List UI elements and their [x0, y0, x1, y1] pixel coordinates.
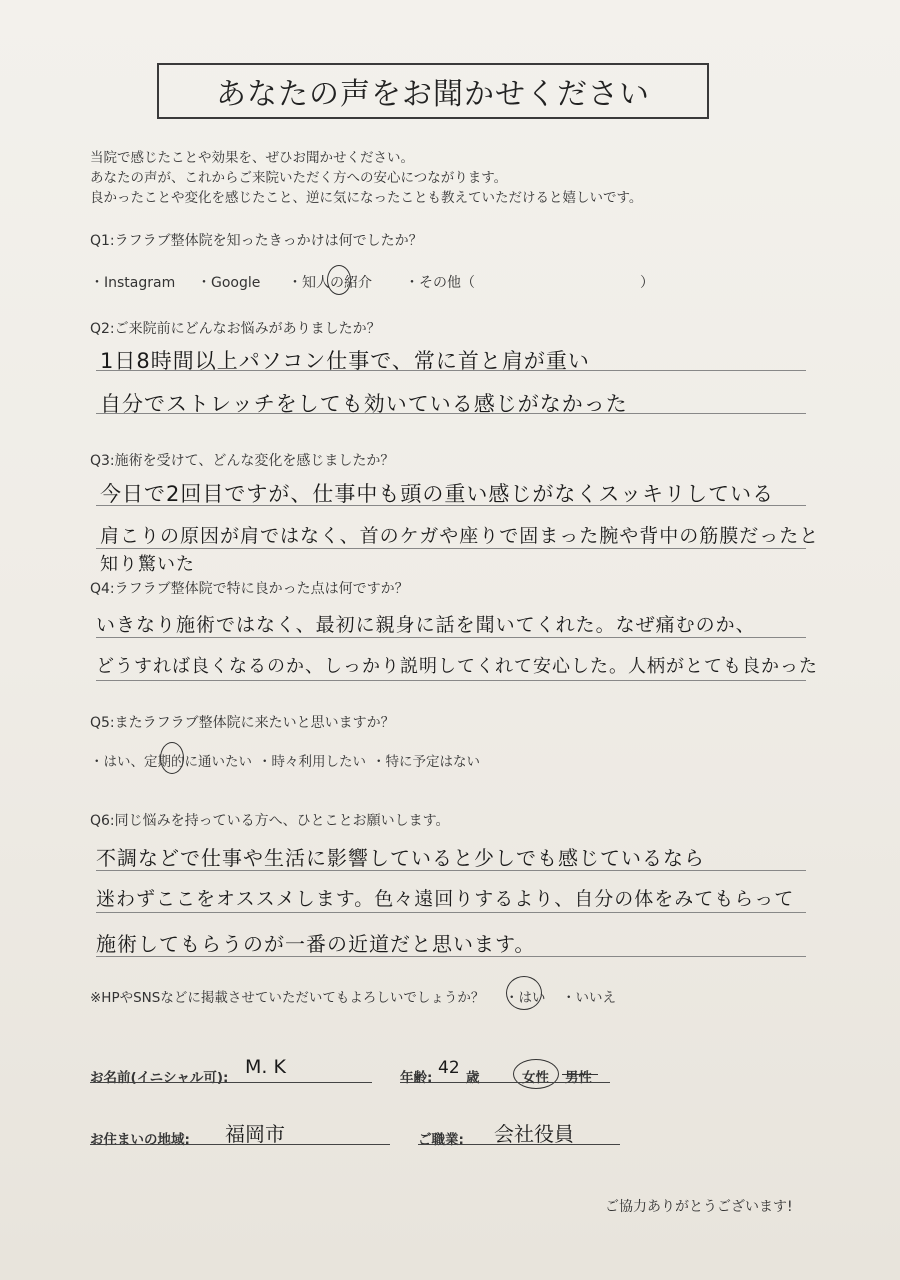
answer-rule	[96, 370, 806, 371]
answer-rule	[96, 956, 806, 957]
intro-line: 当院で感じたことや効果を、ぜひお聞かせください。	[90, 150, 414, 166]
q5-question: Q5:またラフラブ整体院に来たいと思いますか？	[90, 715, 395, 731]
q4-answer-line: どうすれば良くなるのか、しっかり説明してくれて安心した。人柄がとても良かった	[96, 656, 818, 677]
q6-answer-line: 施術してもらうのが一番の近道だと思います。	[96, 932, 536, 956]
strike-mark	[562, 1074, 598, 1075]
q5-option-regular[interactable]: ・はい、定期的に通いたい	[90, 754, 252, 770]
gender-female[interactable]: 女性	[522, 1070, 549, 1086]
answer-rule	[96, 413, 806, 414]
intro-line: あなたの声が、これからご来院いただく方への安心につながります。	[90, 170, 508, 186]
q2-answer-line: 自分でストレッチをしても効いている感じがなかった	[100, 392, 628, 416]
age-label: 年齢:	[400, 1070, 433, 1086]
age-unit: 歳	[466, 1070, 480, 1086]
age-value: 42	[438, 1058, 460, 1078]
answer-rule	[400, 1082, 610, 1083]
answer-rule	[96, 912, 806, 913]
answer-rule	[90, 1144, 390, 1145]
name-value: M. K	[245, 1056, 286, 1078]
job-label: ご職業:	[418, 1132, 464, 1148]
q5-option-no-plan[interactable]: ・特に予定はない	[372, 754, 480, 770]
q1-option-other-close: ）	[640, 275, 654, 291]
answer-rule	[418, 1144, 620, 1145]
answer-rule	[96, 637, 806, 638]
consent-no[interactable]: ・いいえ	[562, 990, 616, 1006]
q3-answer-line: 知り驚いた	[100, 554, 195, 575]
q6-answer-line: 迷わずここをオススメします。色々遠回りするより、自分の体をみてもらって	[96, 888, 795, 910]
answer-rule	[96, 548, 806, 549]
thanks-message: ご協力ありがとうございます!	[605, 1199, 793, 1215]
consent-question: ※HPやSNSなどに掲載させていただいてもよろしいでしょうか？	[90, 990, 485, 1006]
answer-rule	[90, 1082, 372, 1083]
q1-option-referral[interactable]: ・知人の紹介	[288, 275, 372, 291]
job-value: 会社役員	[494, 1122, 574, 1146]
area-label: お住まいの地域:	[90, 1132, 190, 1148]
intro-text	[90, 148, 642, 208]
name-label: お名前(イニシャル可):	[90, 1070, 229, 1086]
q6-question: Q6:同じ悩みを持っている方へ、ひとことお願いします。	[90, 813, 450, 829]
q1-question: Q1:ラフラブ整体院を知ったきっかけは何でしたか？	[90, 233, 423, 249]
answer-rule	[96, 680, 806, 681]
gender-male[interactable]: 男性	[565, 1070, 592, 1086]
q4-question: Q4:ラフラブ整体院で特に良かった点は何ですか？	[90, 581, 409, 597]
intro-line: 良かったことや変化を感じたこと、逆に気になったことも教えていただけると嬉しいです。	[90, 190, 643, 206]
q6-answer-line: 不調などで仕事や生活に影響していると少しでも感じているなら	[96, 846, 705, 870]
q2-answer-line: 1日8時間以上パソコン仕事で、常に首と肩が重い	[100, 349, 590, 373]
q5-option-sometimes[interactable]: ・時々利用したい	[258, 754, 366, 770]
selection-circle	[327, 265, 351, 295]
title-box	[157, 63, 709, 119]
selection-circle	[506, 976, 542, 1010]
answer-rule	[96, 505, 806, 506]
answer-rule	[96, 870, 806, 871]
selection-circle	[513, 1059, 559, 1089]
selection-circle	[160, 742, 184, 774]
q1-option-other[interactable]: ・その他（	[405, 275, 475, 291]
q2-question: Q2:ご来院前にどんなお悩みがありましたか？	[90, 321, 381, 337]
q3-answer-line: 今日で2回目ですが、仕事中も頭の重い感じがなくスッキリしている	[100, 482, 775, 506]
q3-question: Q3:施術を受けて、どんな変化を感じましたか？	[90, 453, 395, 469]
page-title: あなたの声をお聞かせください	[216, 77, 650, 112]
q4-answer-line: いきなり施術ではなく、最初に親身に話を聞いてくれた。なぜ痛むのか、	[96, 614, 756, 636]
q1-option-google[interactable]: ・Google	[197, 275, 261, 291]
q3-answer-line: 肩こりの原因が肩ではなく、首のケガや座りで固まった腕や背中の筋膜だったと	[100, 525, 820, 547]
consent-yes[interactable]: ・はい	[505, 990, 546, 1006]
q1-option-instagram[interactable]: ・Instagram	[90, 275, 176, 291]
area-value: 福岡市	[225, 1122, 285, 1146]
